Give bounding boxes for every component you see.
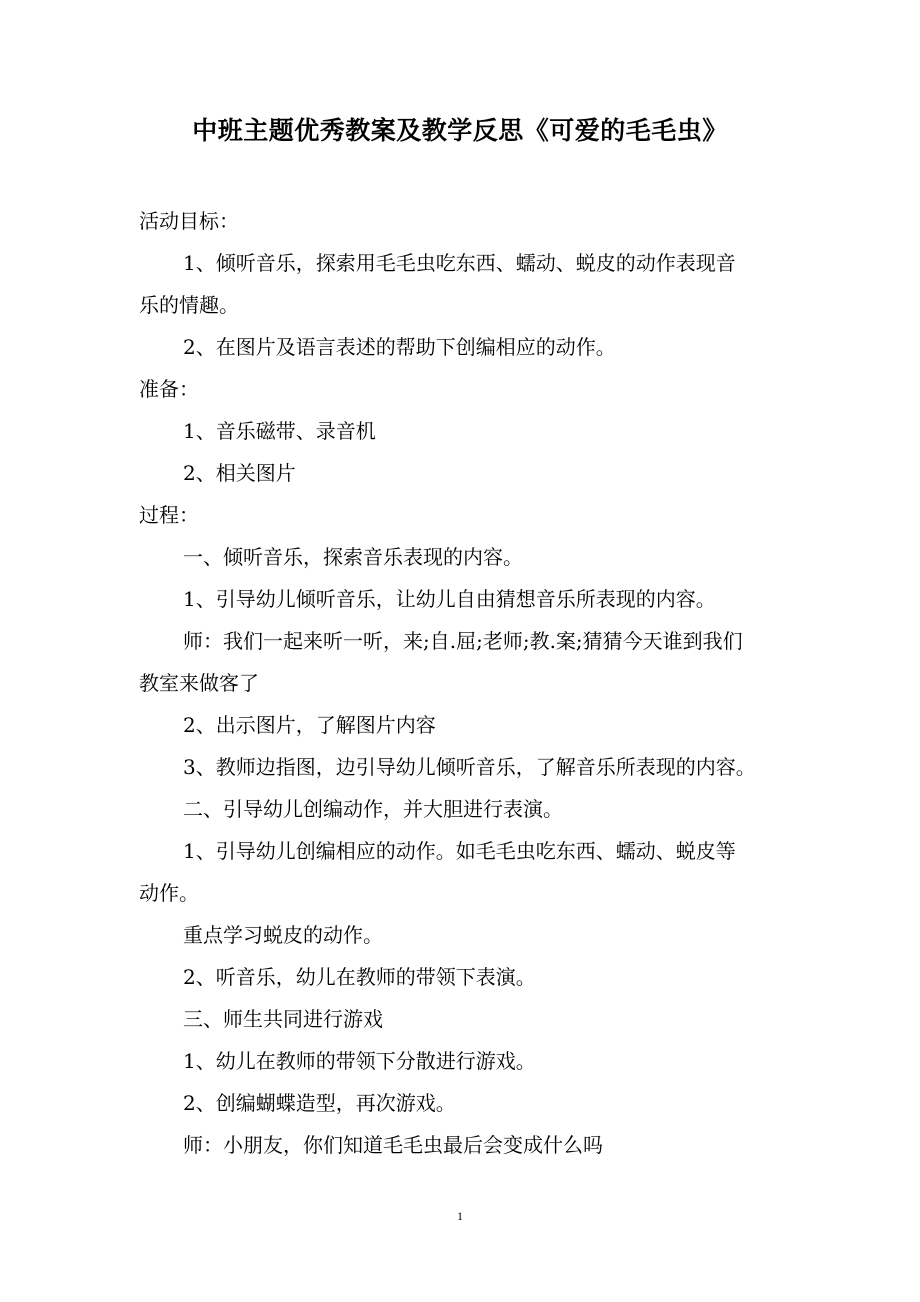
section-heading-goals: 活动目标： (139, 209, 239, 233)
paragraph-line: 1、引导幼儿创编相应的动作。如毛毛虫吃东西、蠕动、蜕皮等 (183, 839, 736, 863)
paragraph-line: 重点学习蜕皮的动作。 (183, 923, 383, 947)
paragraph-line: 一、倾听音乐，探索音乐表现的内容。 (183, 545, 523, 569)
paragraph-line: 1、幼儿在教师的带领下分散进行游戏。 (183, 1049, 536, 1073)
paragraph-line: 2、出示图片，了解图片内容 (183, 713, 436, 737)
paragraph-line: 2、创编蝴蝶造型，再次游戏。 (183, 1091, 456, 1115)
paragraph-line: 1、倾听音乐，探索用毛毛虫吃东西、蠕动、蜕皮的动作表现音 (183, 251, 736, 275)
paragraph-line: 三、师生共同进行游戏 (183, 1007, 383, 1031)
paragraph-line: 2、听音乐，幼儿在教师的带领下表演。 (183, 965, 536, 989)
paragraph-line: 乐的情趣。 (139, 293, 239, 317)
paragraph-line: 教室来做客了 (139, 671, 259, 695)
document-body (139, 200, 789, 1166)
section-heading-process: 过程： (139, 503, 199, 527)
section-heading-preparation: 准备： (139, 377, 199, 401)
document-title: 中班主题优秀教案及教学反思《可爱的毛毛虫》 (192, 116, 728, 145)
paragraph-line: 师：我们一起来听一听，来;自.屈;老师;教.案;猜猜今天谁到我们 (183, 629, 743, 653)
paragraph-line: 1、音乐磁带、录音机 (183, 419, 376, 443)
paragraph-line: 1、引导幼儿倾听音乐，让幼儿自由猜想音乐所表现的内容。 (183, 587, 716, 611)
paragraph-line: 师：小朋友，你们知道毛毛虫最后会变成什么吗 (183, 1133, 603, 1157)
paragraph-line: 二、引导幼儿创编动作，并大胆进行表演。 (183, 797, 563, 821)
paragraph-line: 2、在图片及语言表述的帮助下创编相应的动作。 (183, 335, 616, 359)
paragraph-line: 动作。 (139, 881, 199, 905)
paragraph-line: 2、相关图片 (183, 461, 296, 485)
paragraph-line: 3、教师边指图，边引导幼儿倾听音乐，了解音乐所表现的内容。 (183, 755, 756, 779)
page-number: 1 (457, 1209, 463, 1223)
